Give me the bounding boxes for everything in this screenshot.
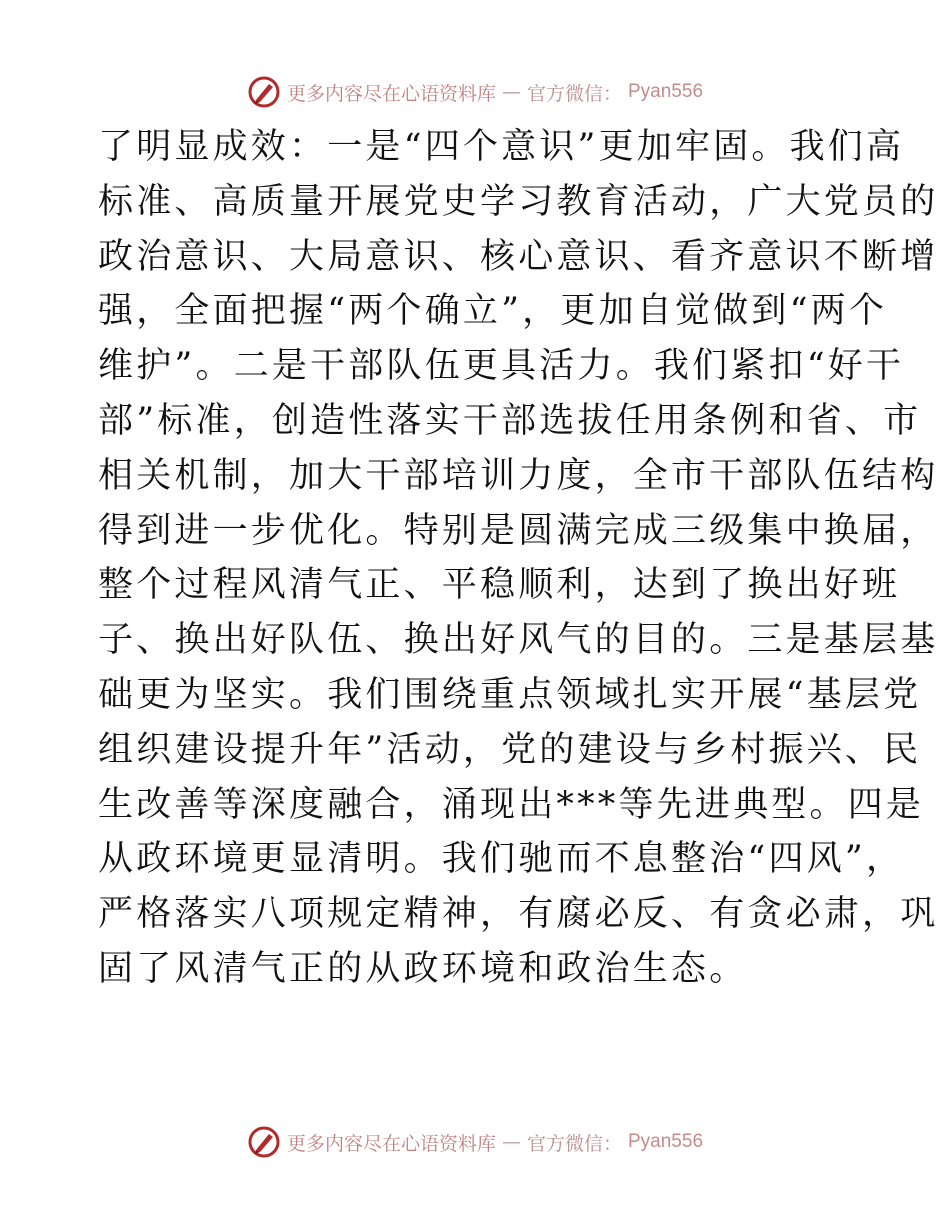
watermark-dash: — <box>501 81 521 103</box>
footer-watermark <box>0 1122 950 1162</box>
text-line: 部”标准，创造性落实干部选拔任用条例和省、市 <box>98 400 922 441</box>
text-line: 强，全面把握“两个确立”，更加自觉做到“两个 <box>98 291 888 332</box>
text-line: 组织建设提升年”活动，党的建设与乡村振兴、民 <box>98 729 922 770</box>
pen-logo-icon <box>247 75 281 109</box>
watermark-official: 官方微信： <box>526 82 622 105</box>
text-line: 得到进一步优化。特别是圆满完成三级集中换届， <box>98 510 939 551</box>
text-line: 了明显成效：一是“四个意识”更加牢固。我们高 <box>98 127 905 167</box>
watermark-text: 更多内容尽在心语资料库 <box>286 1132 496 1155</box>
document-body <box>98 120 939 997</box>
text-line: 相关机制，加大干部培训力度，全市干部队伍结构 <box>98 455 939 496</box>
watermark-text: 更多内容尽在心语资料库 <box>286 82 496 105</box>
watermark-id: Pyan556 <box>628 81 704 102</box>
text-line: 础更为坚实。我们围绕重点领域扎实开展“基层党 <box>98 674 922 715</box>
text-line: 政治意识、大局意识、核心意识、看齐意识不断增 <box>98 236 939 277</box>
text-line: 生改善等深度融合，涌现出***等先进典型。四是 <box>98 784 925 825</box>
text-line: 严格落实八项规定精神，有腐必反、有贪必肃，巩 <box>98 894 939 935</box>
text-line: 标准、高质量开展党史学习教育活动，广大党员的 <box>98 181 939 222</box>
text-line: 维护”。二是干部队伍更具活力。我们紧扣“好干 <box>98 346 905 387</box>
watermark-official: 官方微信： <box>526 1132 622 1155</box>
pen-logo-icon <box>247 1125 281 1159</box>
watermark-dash: — <box>501 1131 521 1153</box>
text-line: 整个过程风清气正、平稳顺利，达到了换出好班 <box>98 565 901 606</box>
header-watermark <box>0 72 950 112</box>
watermark-id: Pyan556 <box>628 1131 704 1152</box>
text-line: 固了风清气正的从政环境和政治生态。 <box>98 948 748 989</box>
text-line: 从政环境更显清明。我们驰而不息整治“四风”， <box>98 839 905 880</box>
text-line: 子、换出好队伍、换出好风气的目的。三是基层基 <box>98 620 939 661</box>
